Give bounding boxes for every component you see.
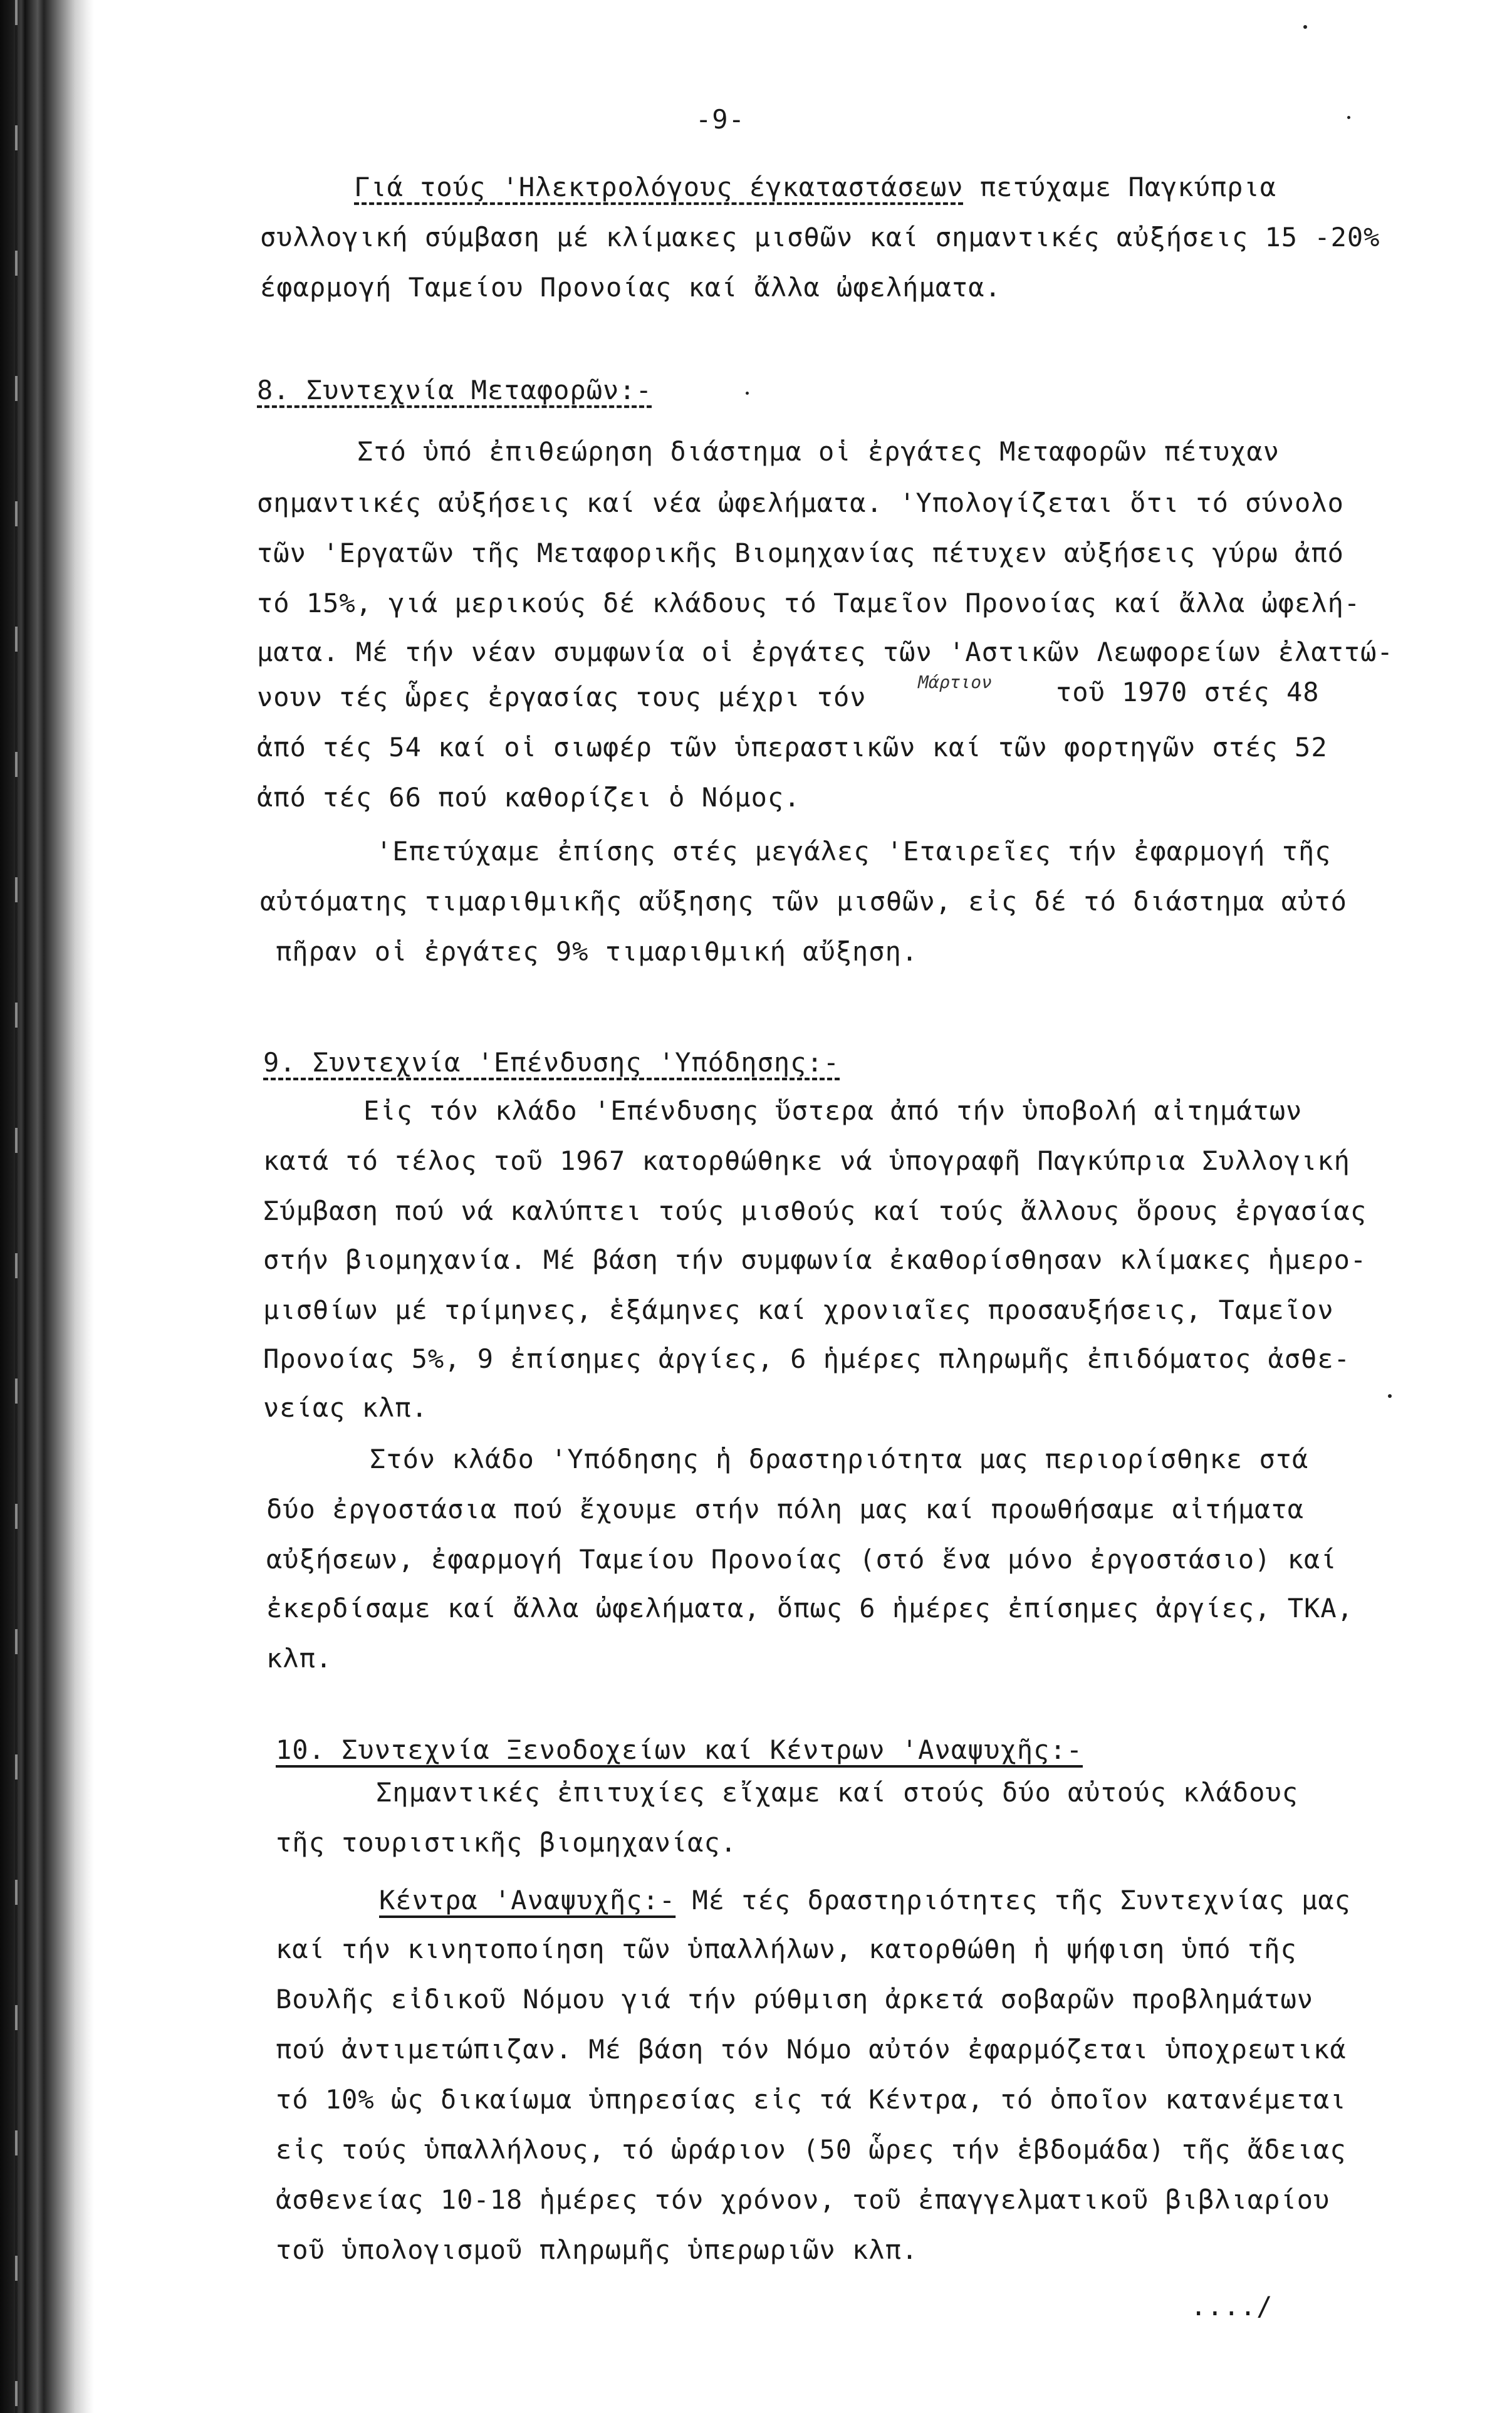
section-8-line: ἀπό τές 66 πού καθορίζει ὁ Νόμος. bbox=[257, 782, 801, 813]
section-8-line: τῶν 'Εργατῶν τῆς Μεταφορικῆς Βιομηχανίας πέτυχεν αὐξήσεις γύρω ἀπό bbox=[257, 538, 1344, 568]
section-10-heading: 10. Συντεχνία Ξενοδοχείων καί Κέντρων 'Αναψυχῆς:- bbox=[276, 1734, 1083, 1765]
section-8-para2-line: αὐτόματης τιμαριθμικῆς αὔξησης τῶν μισθῶν, εἰς δέ τό διάστημα αὐτό bbox=[260, 886, 1347, 917]
section-9-para1-line: στήν βιομηχανία. Μέ βάση τήν συμφωνία ἐκαθορίσθησαν κλίμακες ἡμερο- bbox=[263, 1244, 1367, 1275]
section-8-heading: 8. Συντεχνία Μεταφορῶν:- bbox=[257, 375, 652, 405]
section-10-line: τό 10% ὡς δικαίωμα ὑπηρεσίας εἰς τά Κέντρα, τό ὁποῖον κατανέμεται bbox=[276, 2084, 1347, 2115]
scan-speck bbox=[1388, 1394, 1392, 1398]
section-9-para2-line: αὐξήσεων, ἐφαρμογή Ταμείου Προνοίας (στό ἕνα μόνο ἐργοστάσιο) καί bbox=[266, 1544, 1337, 1575]
scan-speck bbox=[746, 392, 749, 395]
section-9-para1-line: μισθίων μέ τρίμηνες, ἑξάμηνες καί χρονιαῖες προσαυξήσεις, Ταμεῖον bbox=[263, 1295, 1334, 1325]
continuation-mark: ..../ bbox=[1191, 2291, 1273, 2322]
scan-speck bbox=[1303, 25, 1307, 29]
section-8-para2-line: 'Επετύχαμε ἐπίσης στές μεγάλες 'Εταιρεῖες τήν ἐφαρμογή τῆς bbox=[376, 836, 1332, 867]
section-9-heading: 9. Συντεχνία 'Επένδυσης 'Υπόδησης:- bbox=[263, 1047, 840, 1078]
scan-speck bbox=[1347, 116, 1350, 119]
section-10-line: Βουλῆς εἰδικοῦ Νόμου γιά τήν ρύθμιση ἀρκετά σοβαρῶν προβλημάτων bbox=[276, 1984, 1314, 2014]
section-9-para1-line: Σύμβαση πού νά καλύπτει τούς μισθούς καί τούς ἄλλους ὅρους ἐργασίας bbox=[263, 1196, 1367, 1226]
section-8-line: ἀπό τές 54 καί οἱ σιωφέρ τῶν ὑπεραστικῶν καί τῶν φορτηγῶν στές 52 bbox=[257, 732, 1328, 763]
intro-line-1-rest: πετύχαμε Παγκύπρια bbox=[963, 172, 1277, 202]
section-8-line: Στό ὑπό ἐπιθεώρηση διάστημα οἱ ἐργάτες Μεταφορῶν πέτυχαν bbox=[357, 436, 1280, 467]
section-8-line: τοῦ 1970 στές 48 bbox=[1056, 677, 1320, 707]
section-9-para1-line: Προνοίας 5%, 9 ἐπίσημες ἀργίες, 6 ἡμέρες πληρωμῆς ἐπιδόματος ἀσθε- bbox=[263, 1343, 1350, 1374]
section-10-intro-line: Σημαντικές ἐπιτυχίες εἴχαμε καί στούς δύο αὐτούς κλάδους bbox=[376, 1777, 1299, 1808]
section-8-line: τό 15%, γιά μερικούς δέ κλάδους τό Ταμεῖον Προνοίας καί ἄλλα ὠφελή- bbox=[257, 588, 1361, 618]
section-10-line: καί τήν κινητοποίηση τῶν ὑπαλλήλων, κατορθώθη ἡ ψήφιση ὑπό τῆς bbox=[276, 1934, 1297, 1964]
section-8-line: νουν τές ὧρες ἐργασίας τους μέχρι τόν bbox=[257, 682, 867, 712]
section-10-line: εἰς τούς ὑπαλλήλους, τό ὡράριον (50 ὧρες τήν ἑβδομάδα) τῆς ἄδειας bbox=[276, 2134, 1347, 2165]
section-10-line: τοῦ ὑπολογισμοῦ πληρωμῆς ὑπερωριῶν κλπ. bbox=[276, 2234, 919, 2265]
section-9-para2-line: ἐκερδίσαμε καί ἄλλα ὠφελήματα, ὅπως 6 ἡμέρες ἐπίσημες ἀργίες, ΤΚΑ, bbox=[266, 1593, 1353, 1623]
section-9-para1-line: Εἰς τόν κλάδο 'Επένδυσης ὕστερα ἀπό τήν ὑποβολή αἰτημάτων bbox=[363, 1095, 1303, 1126]
intro-line-3: έφαρμογή Ταμείου Προνοίας καί ἄλλα ὠφελήματα. bbox=[260, 272, 1001, 303]
handwritten-insert: Μάρτιον bbox=[918, 672, 993, 692]
section-9-para2-line: κλπ. bbox=[266, 1643, 333, 1674]
section-8-line: ματα. Μέ τήν νέαν συμφωνία οἱ ἐργάτες τῶν 'Αστικῶν Λεωφορείων ἐλαττώ- bbox=[257, 637, 1394, 667]
section-9-para2-line: Στόν κλάδο 'Υπόδησης ἡ δραστηριότητα μας περιορίσθηκε στά bbox=[370, 1444, 1309, 1474]
intro-line-2: συλλογική σύμβαση μέ κλίμακες μισθῶν καί σημαντικές αὐξήσεις 15 -20% bbox=[260, 222, 1380, 253]
intro-line-1 bbox=[354, 162, 1276, 213]
page-number: -9- bbox=[696, 104, 745, 135]
section-10-sub-line-1-rest: Μέ τές δραστηριότητες τῆς Συντεχνίας μας bbox=[675, 1885, 1351, 1915]
section-8-para2-line: πῆραν οἱ ἐργάτες 9% τιμαριθμική αὔξηση. bbox=[276, 936, 919, 967]
kentra-anapsyxhs-subheading: Κέντρα 'Αναψυχῆς:- bbox=[379, 1885, 676, 1915]
section-10-line: ἀσθενείας 10-18 ἡμέρες τόν χρόνον, τοῦ ἐπαγγελματικοῦ βιβλιαρίου bbox=[276, 2184, 1330, 2215]
intro-underlined-subject: Γιά τούς 'Ηλεκτρολόγους έγκαταστάσεων bbox=[354, 172, 964, 202]
section-9-para2-line: δύο ἐργοστάσια πού ἔχουμε στήν πόλη μας καί προωθήσαμε αἰτήματα bbox=[266, 1494, 1305, 1524]
section-10-sub-line-1 bbox=[379, 1875, 1351, 1926]
section-9-para1-line: κατά τό τέλος τοῦ 1967 κατορθώθηκε νά ὑπογραφῆ Παγκύπρια Συλλογική bbox=[263, 1145, 1350, 1176]
section-10-intro-line: τῆς τουριστικῆς βιομηχανίας. bbox=[276, 1827, 738, 1858]
section-10-line: πού ἀντιμετώπιζαν. Μέ βάση τόν Νόμο αὐτόν ἐφαρμόζεται ὑποχρεωτικά bbox=[276, 2034, 1347, 2065]
section-9-para1-line: νείας κλπ. bbox=[263, 1392, 428, 1423]
section-8-line: σημαντικές αὐξήσεις καί νέα ὠφελήματα. 'Υπολογίζεται ὅτι τό σύνολο bbox=[257, 487, 1344, 518]
